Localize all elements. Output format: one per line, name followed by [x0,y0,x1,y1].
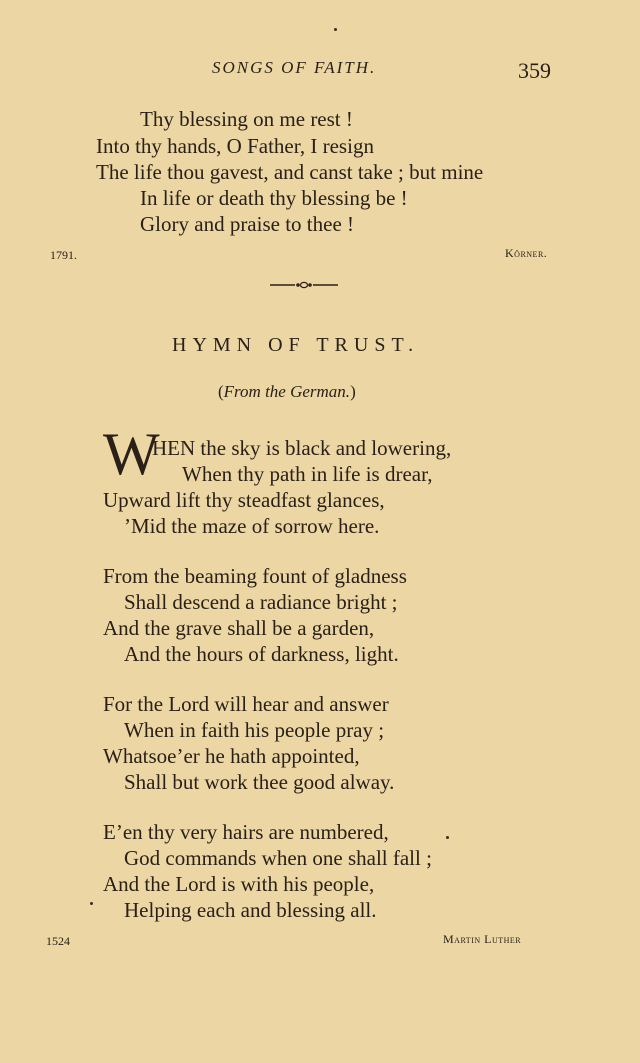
poem1-line: In life or death thy blessing be ! [140,186,408,210]
stanza3-line: For the Lord will hear and answer [103,692,389,716]
stanza3-line: When in faith his people pray ; [124,718,385,742]
stanza4-line: God commands when one shall fall ; [124,846,432,870]
stanza4-line: E’en thy very hairs are numbered, [103,820,389,844]
section-divider-ornament [270,278,338,292]
poem1-date: 1791. [50,248,77,262]
poem-subtitle: (From the German.) [218,382,356,401]
poem1-line: The life thou gavest, and canst take ; but mine [96,160,484,184]
stanza1-line: HEN the sky is black and lowering, [152,436,452,460]
poem-title: HYMN OF TRUST. [172,334,420,356]
poem2-date: 1524 [46,934,70,948]
poem1-line: Thy blessing on me rest ! [140,107,353,131]
stanza2-line: And the hours of darkness, light. [124,642,399,666]
ink-speck [446,836,449,839]
stanza2-line: From the beaming fount of gladness [103,564,407,588]
poem1-line: Glory and praise to thee ! [140,212,355,236]
poem1-author: Körner. [505,246,548,260]
running-head: SONGS OF FAITH. [212,58,377,77]
drop-cap: W [103,421,160,487]
stanza1-line: When thy path in life is drear, [182,462,433,486]
poem1-line: Into thy hands, O Father, I resign [96,134,374,158]
stanza3-line: Whatsoe’er he hath appointed, [103,744,360,768]
stanza4-line: Helping each and blessing all. [124,898,377,922]
ink-speck [334,28,337,31]
stanza1-line: Upward lift thy steadfast glances, [103,488,385,512]
stanza2-line: Shall descend a radiance bright ; [124,590,398,614]
poem2-author: Martin Luther [443,932,522,946]
stanza1-line: ’Mid the maze of sorrow here. [124,514,380,538]
stanza4-line: And the Lord is with his people, [103,872,375,896]
stanza2-line: And the grave shall be a garden, [103,616,375,640]
ink-speck [90,902,93,905]
page-number: 359 [518,58,551,83]
stanza3-line: Shall but work thee good alway. [124,770,395,794]
